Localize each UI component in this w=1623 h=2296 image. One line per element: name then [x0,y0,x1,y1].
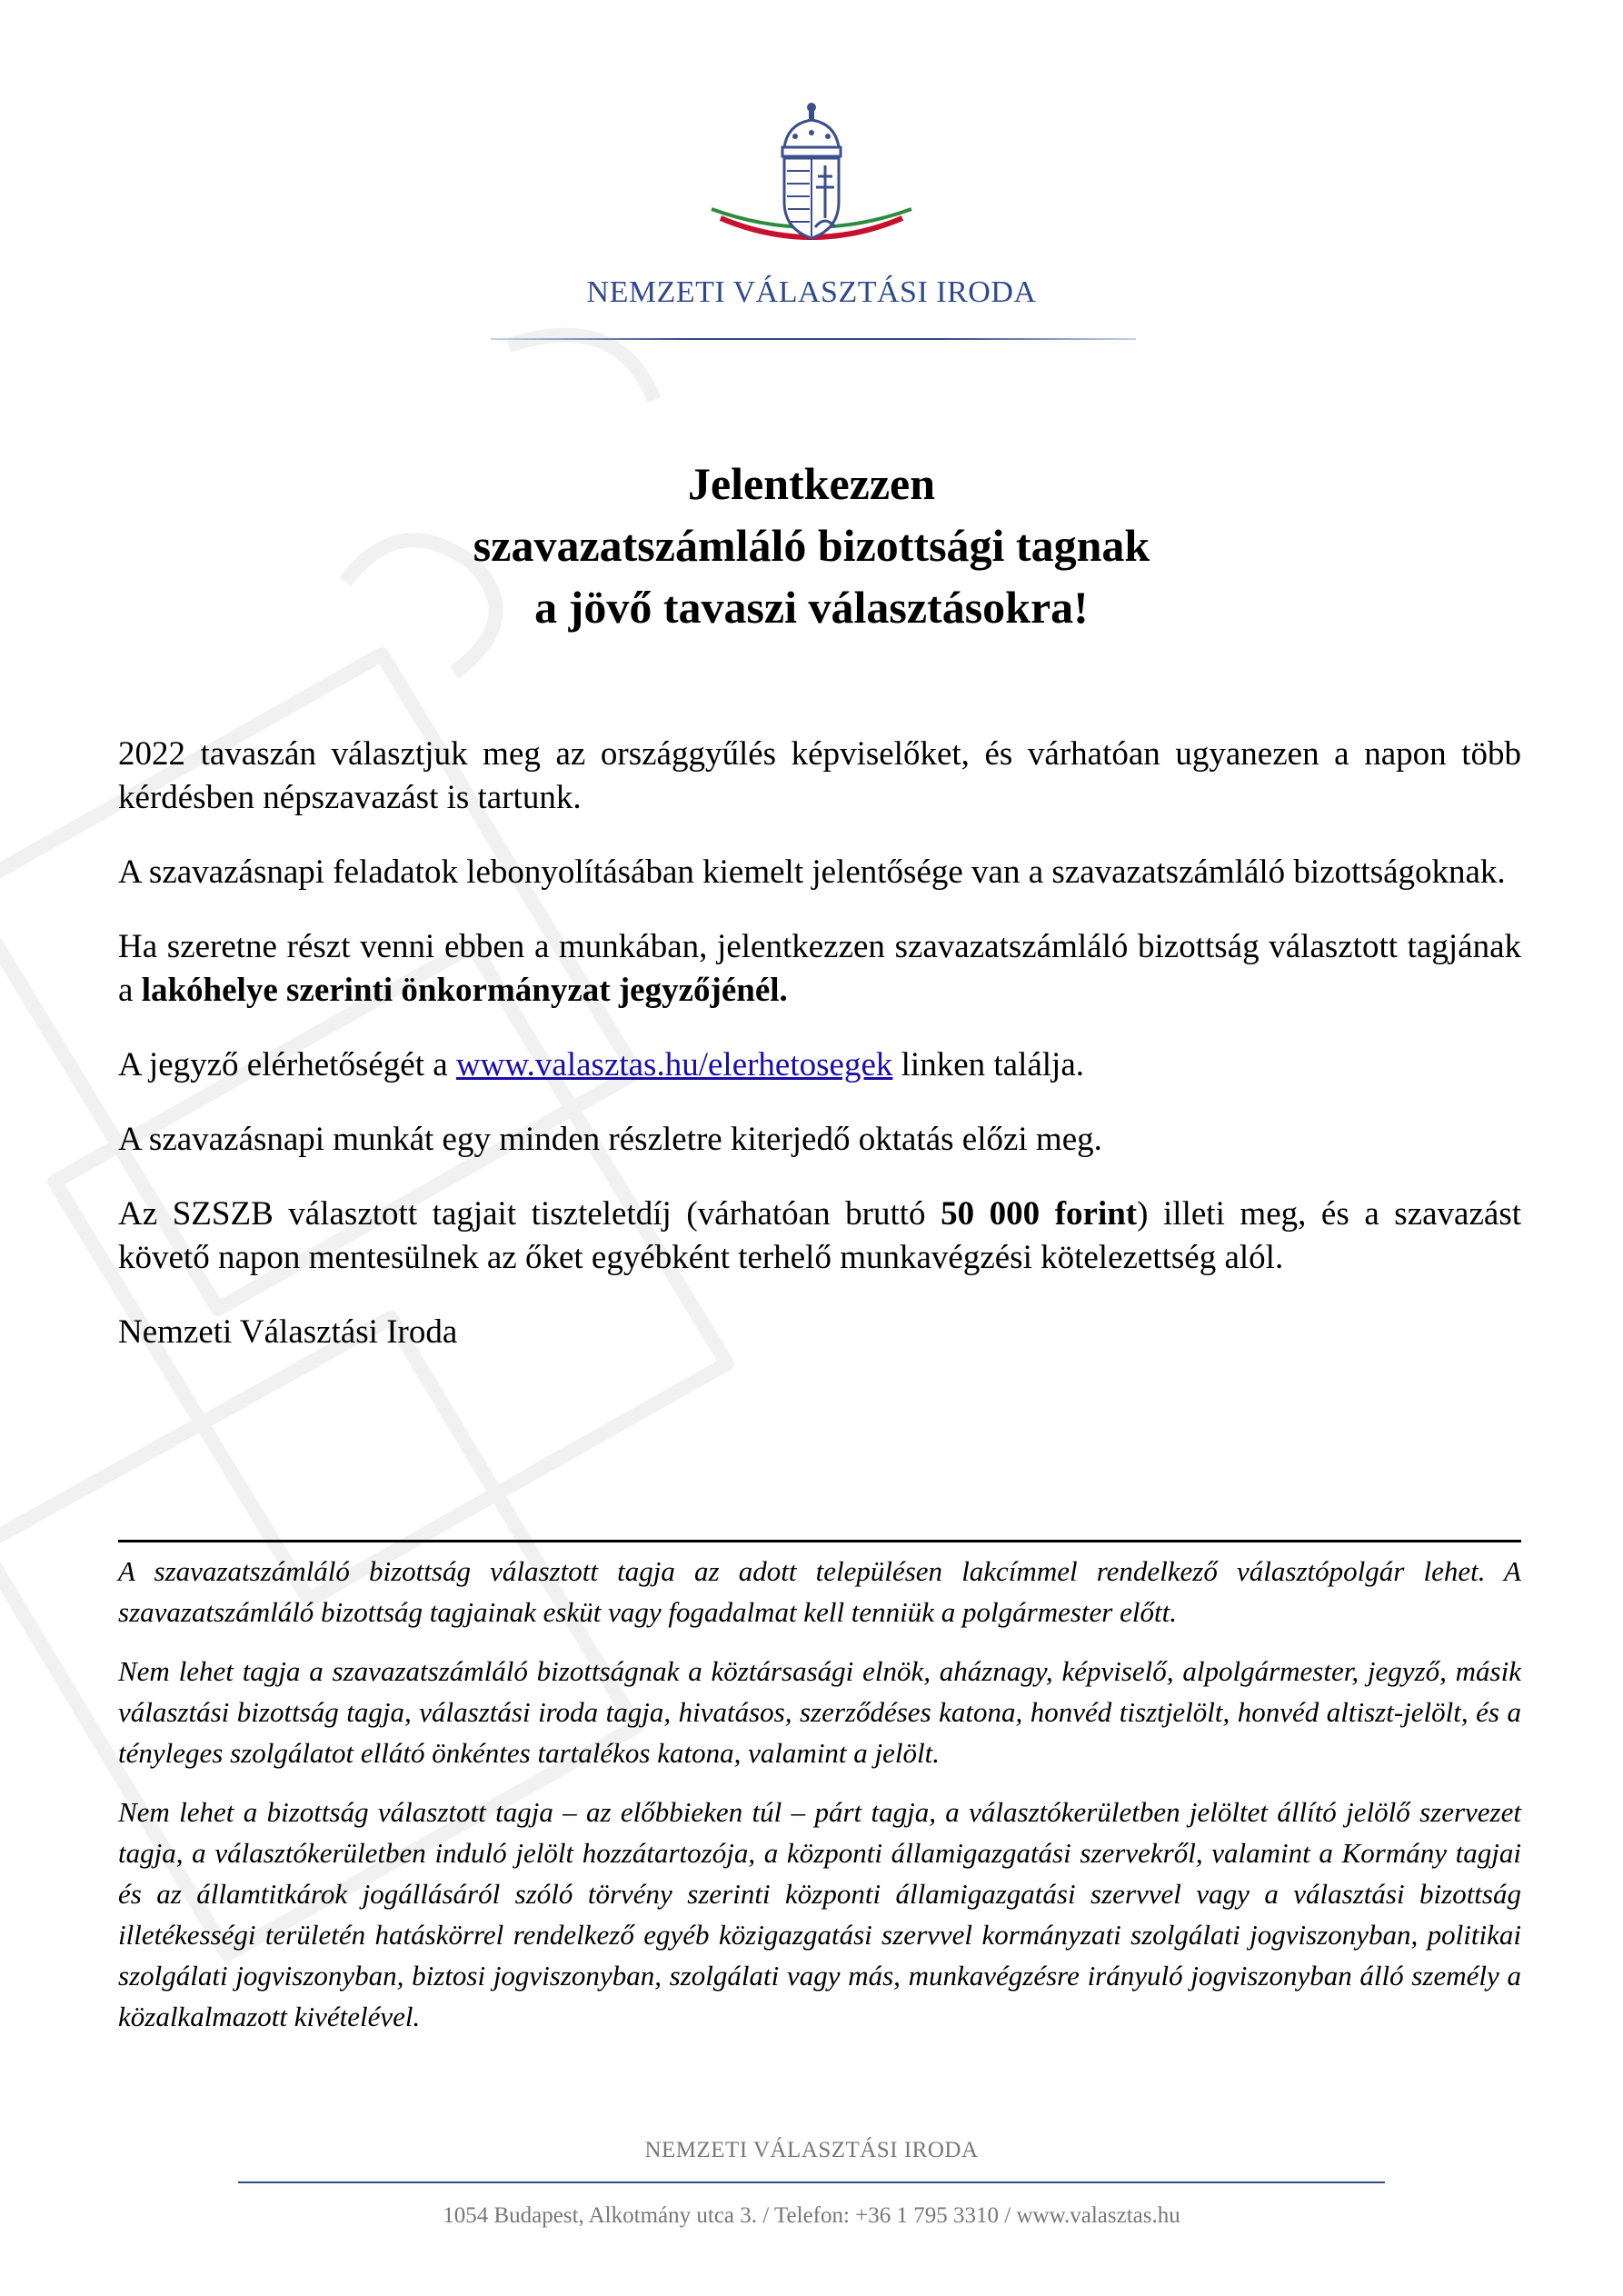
footer-divider [238,2181,1385,2183]
note-eligibility: A szavazatszámláló bizottság választott tagja az adott településen lakcímmel rendelkező választópolgár lehet. A szavazatszámláló bizottság tagjainak esküt vagy fogadalmat kell tenniük a polgármester előtt. [118,1555,1521,1628]
fee-text-after: ) illeti meg, és a szavazást követő napon mentesülnek az őket egyébként terhelő munkavégzési kötelezettség alól. [118,1195,1521,1276]
contact-text-after: linken találja. [892,1046,1085,1083]
note-exclusions: Nem lehet a bizottság választott tagja – az előbbieken túl – párt tagja, a választókerületben jelöltet állító jelölő szervezet tagja, a választókerületben induló jelölt hozzátartozója, a központi államigazgatási szervekről, valamint a Kormány tagjai és az államtitkárok jogállásáról szóló törvény szerinti központi államigazgatási szervvel vagy a választási bizottság illetékességi területén hatáskörrel rendelkező egyéb közigazgatási szervvel kormányzati szolgálati jogviszonyban, politikai szolgálati jogviszonyban, biztosi jogviszonyban, szolgálati vagy más, munkavégzésre irányuló jogviszonyban álló személy a közalkalmazott kivételével. [118,1796,1521,2032]
main-body [118,733,1521,1385]
signature: Nemzeti Választási Iroda [118,1313,458,1351]
paragraph-intro: 2022 tavaszán választjuk meg az országgyűlés képviselőket, és várhatóan ugyanezen a napon több kérdésben népszavazást is tartunk. [118,735,1521,816]
footer-org-name: NEMZETI VÁLASZTÁSI IRODA [644,2138,979,2162]
footer-contact: 1054 Budapest, Alkotmány utca 3. / Telefon: +36 1 795 3310 / www.valasztas.hu [443,2203,1180,2228]
fee-amount: 50 000 forint [941,1195,1138,1233]
fee-text-before: Az SZSZB választott tagjait tiszteletdíj (várhatóan bruttó [118,1195,941,1233]
paragraph-apply [118,925,1521,1013]
contact-text-before: A jegyző elérhetőségét a [118,1046,456,1083]
paragraph-importance: A szavazásnapi feladatok lebonyolításában kiemelt jelentősége van a szavazatszámláló bizottságoknak. [118,854,1506,891]
apply-emphasis: lakóhelye szerinti önkormányzat jegyzőjénél. [141,972,788,1009]
letterhead [0,100,1623,310]
paragraph-contact [118,1043,1521,1087]
title-line-2: szavazatszámláló bizottsági tagnak [473,520,1150,571]
header-divider [491,338,1136,340]
page-title [0,453,1623,638]
hungarian-coat-of-arms-icon [693,100,930,259]
paragraph-training: A szavazásnapi munkát egy minden részletre kiterjedő oktatás előzi meg. [118,1121,1102,1158]
title-line-1: Jelentkezzen [687,458,936,509]
paragraph-fee [118,1193,1521,1280]
notes-divider [118,1540,1521,1542]
title-line-3: a jövő tavaszi választásokra! [534,582,1089,633]
letterhead-org-name: NEMZETI VÁLASZTÁSI IRODA [586,275,1037,309]
footnotes [118,1551,1521,2055]
contacts-link[interactable]: www.valasztas.hu/elerhetosegek [455,1046,893,1083]
apply-text: Ha szeretne részt venni ebben a munkában, jelentkezzen szavazatszámláló bizottság választott tagjának a [118,928,1521,1009]
note-incompatibility: Nem lehet tagja a szavazatszámláló bizottságnak a köztársasági elnök, aháznagy, képviselő, alpolgármester, jegyző, másik választási bizottság tagja, választási iroda tagja, hivatásos, szerződéses katona, honvéd tisztjelölt, honvéd altiszt-jelölt, és a tényleges szolgálatot ellátó önkéntes tartalékos katona, valamint a jelölt. [118,1655,1521,1769]
